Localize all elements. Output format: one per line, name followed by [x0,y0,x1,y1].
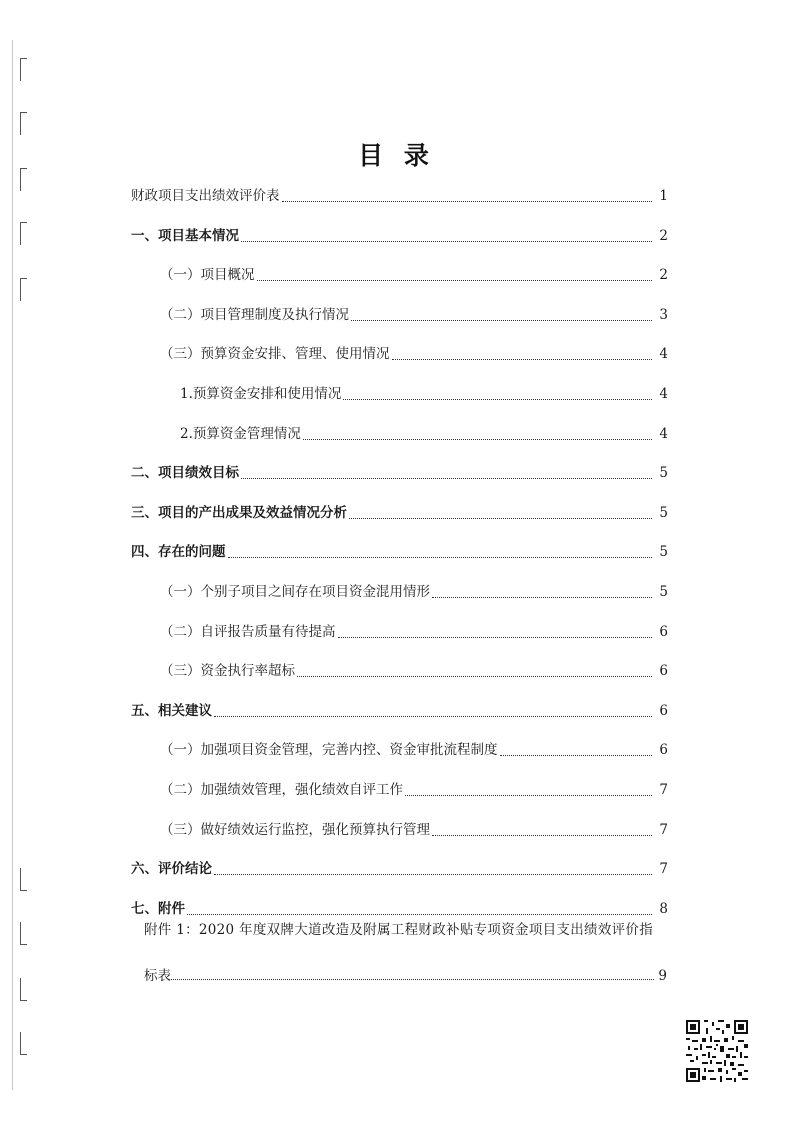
toc-entry[interactable] [131,459,668,483]
toc-entry[interactable] [160,776,668,800]
toc-leader-dots [297,676,652,677]
toc-entry-label: 1.预算资金安排和使用情况 [180,386,342,402]
toc-entry[interactable] [131,499,668,523]
toc-entry-label: 财政项目支出绩效评价表 [131,188,280,204]
toc-page-number: 6 [659,742,668,759]
toc-page-number: 6 [659,663,668,680]
toc-leader-dots [392,359,653,360]
toc-leader-dots [349,518,652,519]
toc-entry-label: 三、项目的产出成果及效益情况分析 [131,504,347,521]
toc-entry[interactable] [160,816,668,840]
toc-leader-dots [338,637,653,638]
toc-leader-dots [432,835,652,836]
toc-page-number: 2 [659,227,668,244]
toc-entry-label: 五、相关建议 [131,702,212,719]
toc-leader-dots [282,201,653,202]
toc-page-number: 7 [659,821,668,838]
toc-entry-label: （三）预算资金安排、管理、使用情况 [160,346,390,363]
toc-page-number: 6 [659,702,668,719]
toc-leader-dots [257,280,653,281]
toc-entry-label: （二）自评报告质量有待提高 [160,623,336,640]
toc-page-number: 4 [659,386,668,402]
toc-entry[interactable] [131,222,668,246]
toc-page-number: 5 [659,465,668,482]
toc-leader-dots [214,716,652,717]
toc-entry[interactable] [131,538,668,562]
toc-entry[interactable] [160,736,668,760]
toc-entry[interactable] [180,380,668,404]
toc-entry-label: （三）做好绩效运行监控，强化预算执行管理 [160,821,430,838]
toc-page-number: 4 [659,346,668,363]
binding-mark [20,112,27,135]
toc-page-number: 5 [659,544,668,561]
toc-leader-dots [303,439,652,440]
toc-leader-dots [241,478,652,479]
toc-entry-label: 六、评价结论 [131,861,212,878]
toc-entry-label: 四、存在的问题 [131,544,226,561]
toc-page-number: 3 [659,306,668,323]
toc-leader-dots [228,557,653,558]
binding-mark [20,1032,27,1055]
toc-entry[interactable] [131,182,668,206]
toc-page-number: 7 [659,782,668,798]
toc-entry[interactable] [160,301,668,325]
toc-entry-label: （二）项目管理制度及执行情况 [160,306,349,323]
toc-leader-dots [214,874,652,875]
toc-page-number: 5 [659,584,668,600]
toc-entry[interactable] [131,855,668,879]
toc-entry[interactable] [131,697,668,721]
toc-page-number: 9 [658,968,667,984]
toc-leader-dots [343,399,652,400]
toc-entry-label: 附件 1：2020 年度双牌大道改造及附属工程财政补贴专项资金项目支出绩效评价指 [144,922,654,938]
toc-entry[interactable] [131,895,668,919]
toc-entry-label: 2.预算资金管理情况 [180,425,301,442]
toc-entry-attachment-1[interactable] [144,920,667,984]
toc-entry[interactable] [180,420,668,444]
toc-page-number: 7 [659,861,668,878]
toc-entry[interactable] [160,340,668,364]
toc-entry-label: 二、项目绩效目标 [131,465,239,482]
toc-entry-label: （二）加强绩效管理，强化绩效自评工作 [160,782,403,798]
toc-page-number: 8 [659,900,668,917]
page-title: 目 录 [358,141,435,170]
toc-entry-label-continued: 标表 [144,968,171,984]
toc-entry-label: （一）项目概况 [160,267,255,284]
toc-entry-label: 七、附件 [131,900,185,917]
toc-entry[interactable] [160,261,668,285]
toc-entry-label: （三）资金执行率超标 [160,663,295,680]
toc-leader-dots [187,914,652,915]
toc-entry[interactable] [160,618,668,642]
toc-entry-label: （一）加强项目资金管理，完善内控、资金审批流程制度 [160,742,498,759]
toc-page-number: 4 [659,425,668,442]
toc-page-number: 2 [659,267,668,284]
toc-leader-dots [351,320,652,321]
toc-entry-label: （一）个别子项目之间存在项目资金混用情形 [160,584,430,600]
toc-page-number: 5 [659,504,668,521]
table-of-contents [0,174,793,994]
toc-page-number: 6 [659,623,668,640]
toc-page-number: 1 [659,188,668,204]
toc-leader-dots [432,597,652,598]
toc-entry-label: 一、项目基本情况 [131,227,239,244]
toc-leader-dots [405,795,652,796]
toc-leader-dots [241,241,652,242]
toc-entry[interactable] [160,657,668,681]
toc-entry[interactable] [160,578,668,602]
binding-mark [20,58,27,81]
toc-leader-dots [171,979,654,980]
toc-leader-dots [500,755,653,756]
qr-code-icon [684,1018,750,1084]
